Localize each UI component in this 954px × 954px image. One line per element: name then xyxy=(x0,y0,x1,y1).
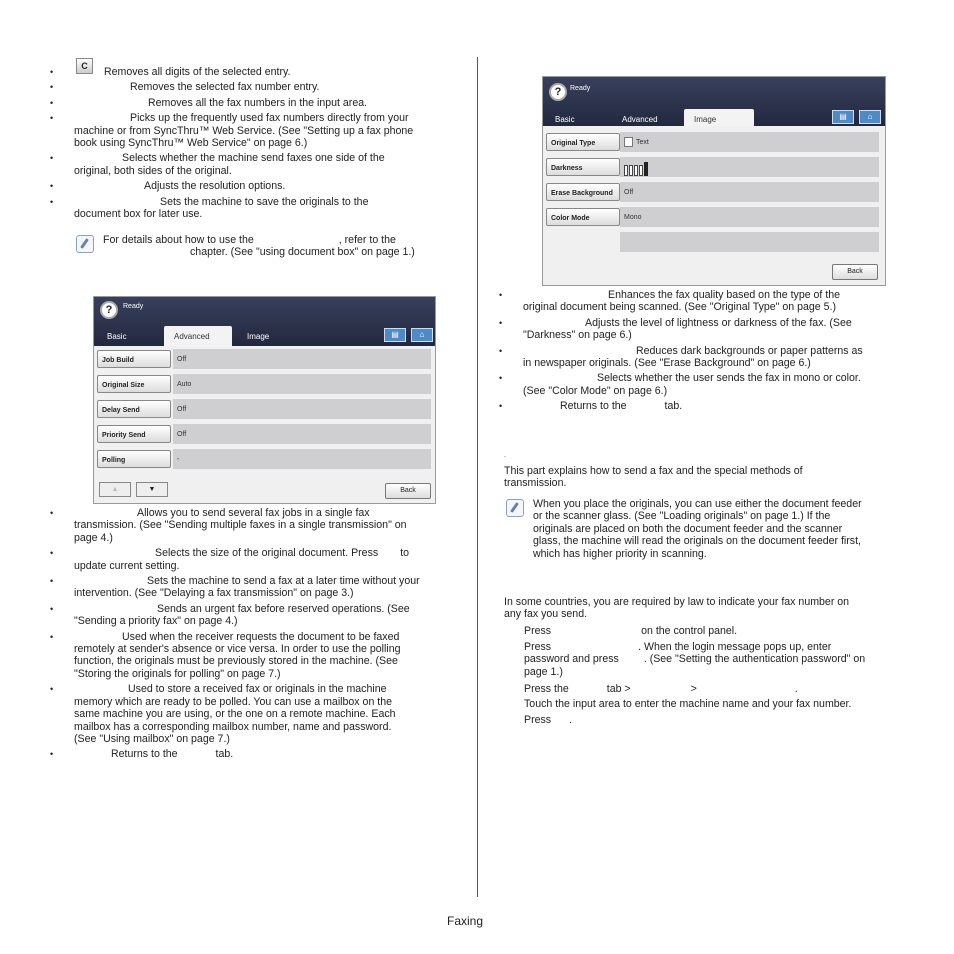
priority-send-button[interactable]: Priority Send xyxy=(97,425,171,443)
list-item: • Adjusts the resolution options. xyxy=(74,180,454,192)
darkness-value xyxy=(620,157,879,177)
tab-advanced[interactable]: Advanced xyxy=(622,115,658,124)
intro-paragraph: This part explains how to send a fax and the special methods of transmission. xyxy=(504,465,803,490)
home-icon[interactable]: ⌂ xyxy=(859,110,881,124)
empty-row xyxy=(620,232,879,252)
text-doc-icon xyxy=(624,137,633,147)
list-item: • Adjusts the level of lightness or darkness of the fax. (See "Darkness" on page 6.) xyxy=(523,317,903,342)
page-footer: Faxing xyxy=(447,914,484,928)
job-build-button[interactable]: Job Build xyxy=(97,350,171,368)
original-type-button[interactable]: Original Type xyxy=(546,133,620,151)
advanced-tab-panel xyxy=(93,296,436,504)
erase-background-button[interactable]: Erase Background xyxy=(546,183,620,201)
tab-advanced[interactable]: Advanced xyxy=(164,326,232,346)
list-item: • Sends an urgent fax before reserved operations. (See "Sending a priority fax" on page 4.) xyxy=(74,603,454,628)
color-mode-button[interactable]: Color Mode xyxy=(546,208,620,226)
help-icon[interactable]: ? xyxy=(100,301,118,319)
darkness-level-icon xyxy=(624,162,648,181)
list-item: • Enhances the fax quality based on the type of the original document being scanned. (See "Original Type" on page 5.) xyxy=(523,289,903,314)
tab-image[interactable]: Image xyxy=(684,109,754,129)
note-icon xyxy=(506,499,524,517)
list-item: • Selects whether the machine send faxes one side of the original, both sides of the original. xyxy=(74,152,454,177)
step-2: Press . When the login message pops up, enter password and press . (See "Setting the authentication password" on page 1.) xyxy=(524,641,866,678)
job-build-value: Off xyxy=(173,349,431,369)
note-icon xyxy=(76,235,94,253)
left-bottom-list xyxy=(74,507,454,761)
step-3: Press the tab > > . xyxy=(524,683,798,695)
list-item: • Removes all digits of the selected entry. xyxy=(74,66,454,78)
image-tab-panel xyxy=(542,76,886,286)
tab-basic[interactable]: Basic xyxy=(555,115,575,124)
column-divider xyxy=(477,57,478,897)
list-item: • Sets the machine to send a fax at a later time without your intervention. (See "Delaying a fax transmission" on page 3.) xyxy=(74,575,454,600)
original-type-value: Text xyxy=(620,132,879,152)
original-size-value: Auto xyxy=(173,374,431,394)
status-ready: Ready xyxy=(123,303,144,310)
color-mode-value: Mono xyxy=(620,207,879,227)
scroll-up-button[interactable]: ▲ xyxy=(99,482,131,497)
original-size-button[interactable]: Original Size xyxy=(97,375,171,393)
law-paragraph: In some countries, you are required by law to indicate your fax number on any fax you send. xyxy=(504,596,850,621)
list-item: • Returns to the tab. xyxy=(74,748,454,760)
polling-value: - xyxy=(173,449,431,469)
darkness-button[interactable]: Darkness xyxy=(546,158,620,176)
status-ready: Ready xyxy=(570,85,591,92)
left-note: For details about how to use the , refer to the chapter. (See "using document box" on page 1.) xyxy=(103,234,415,259)
c-key-icon: C xyxy=(76,58,93,74)
step-1: Press on the control panel. xyxy=(524,625,738,637)
scroll-down-button[interactable]: ▼ xyxy=(136,482,168,497)
list-item: • Sets the machine to save the originals to the document box for later use. xyxy=(74,196,454,221)
document-box-icon[interactable]: ▤ xyxy=(384,328,406,342)
step-5: Press . xyxy=(524,714,573,726)
list-item: • Reduces dark backgrounds or paper patterns as in newspaper originals. (See "Erase Background" on page 6.) xyxy=(523,345,903,370)
tab-basic[interactable]: Basic xyxy=(107,332,127,341)
list-item: • Returns to the tab. xyxy=(523,400,903,412)
step-4: Touch the input area to enter the machine name and your fax number. xyxy=(524,698,852,710)
priority-send-value: Off xyxy=(173,424,431,444)
list-item: • Removes the selected fax number entry. xyxy=(74,81,454,93)
list-item: • Allows you to send several fax jobs in a single fax transmission. (See "Sending multiple faxes in a single transmission" on page 4.) xyxy=(74,507,454,544)
left-top-list xyxy=(74,66,454,220)
document-box-icon[interactable]: ▤ xyxy=(832,110,854,124)
list-item: • Used to store a received fax or originals in the machine memory which are ready to be polled. You can use a mailbox on the same machine you are using, or the one on a remote machine. Each mailbox has a corresponding mailbox number, name and password. (See "Using mailbox" on page 7.) xyxy=(74,683,454,745)
list-item: • Removes all the fax numbers in the input area. xyxy=(74,97,454,109)
section-dot: . xyxy=(504,452,506,459)
list-item: • Selects the size of the original document. Press to update current setting. xyxy=(74,547,454,572)
back-button[interactable]: Back xyxy=(385,483,431,499)
right-list xyxy=(523,289,903,413)
erase-background-value: Off xyxy=(620,182,879,202)
home-icon[interactable]: ⌂ xyxy=(411,328,433,342)
polling-button[interactable]: Polling xyxy=(97,450,171,468)
delay-send-value: Off xyxy=(173,399,431,419)
list-item: • Used when the receiver requests the document to be faxed remotely at sender's absence or vice versa. In order to use the polling function, the originals must be previously stored in the machine. (See "Storing the originals for polling" on page 7.) xyxy=(74,631,454,681)
delay-send-button[interactable]: Delay Send xyxy=(97,400,171,418)
list-item: • Picks up the frequently used fax numbers directly from your machine or from SyncThru™ Web Service. (See "Setting up a fax phone book using SyncThru™ Web Service" on page 6.) xyxy=(74,112,454,149)
list-item: • Selects whether the user sends the fax in mono or color. (See "Color Mode" on page 6.) xyxy=(523,372,903,397)
help-icon[interactable]: ? xyxy=(549,83,567,101)
tab-image[interactable]: Image xyxy=(247,332,270,341)
right-note: When you place the originals, you can use either the document feeder or the scanner glass. (See "Loading originals" on page 1.) If the originals are placed on both the document feeder and the scanner glass, the machine will read the originals on the document feeder first, which has higher priority in scanning. xyxy=(533,498,862,560)
back-button[interactable]: Back xyxy=(832,264,878,280)
